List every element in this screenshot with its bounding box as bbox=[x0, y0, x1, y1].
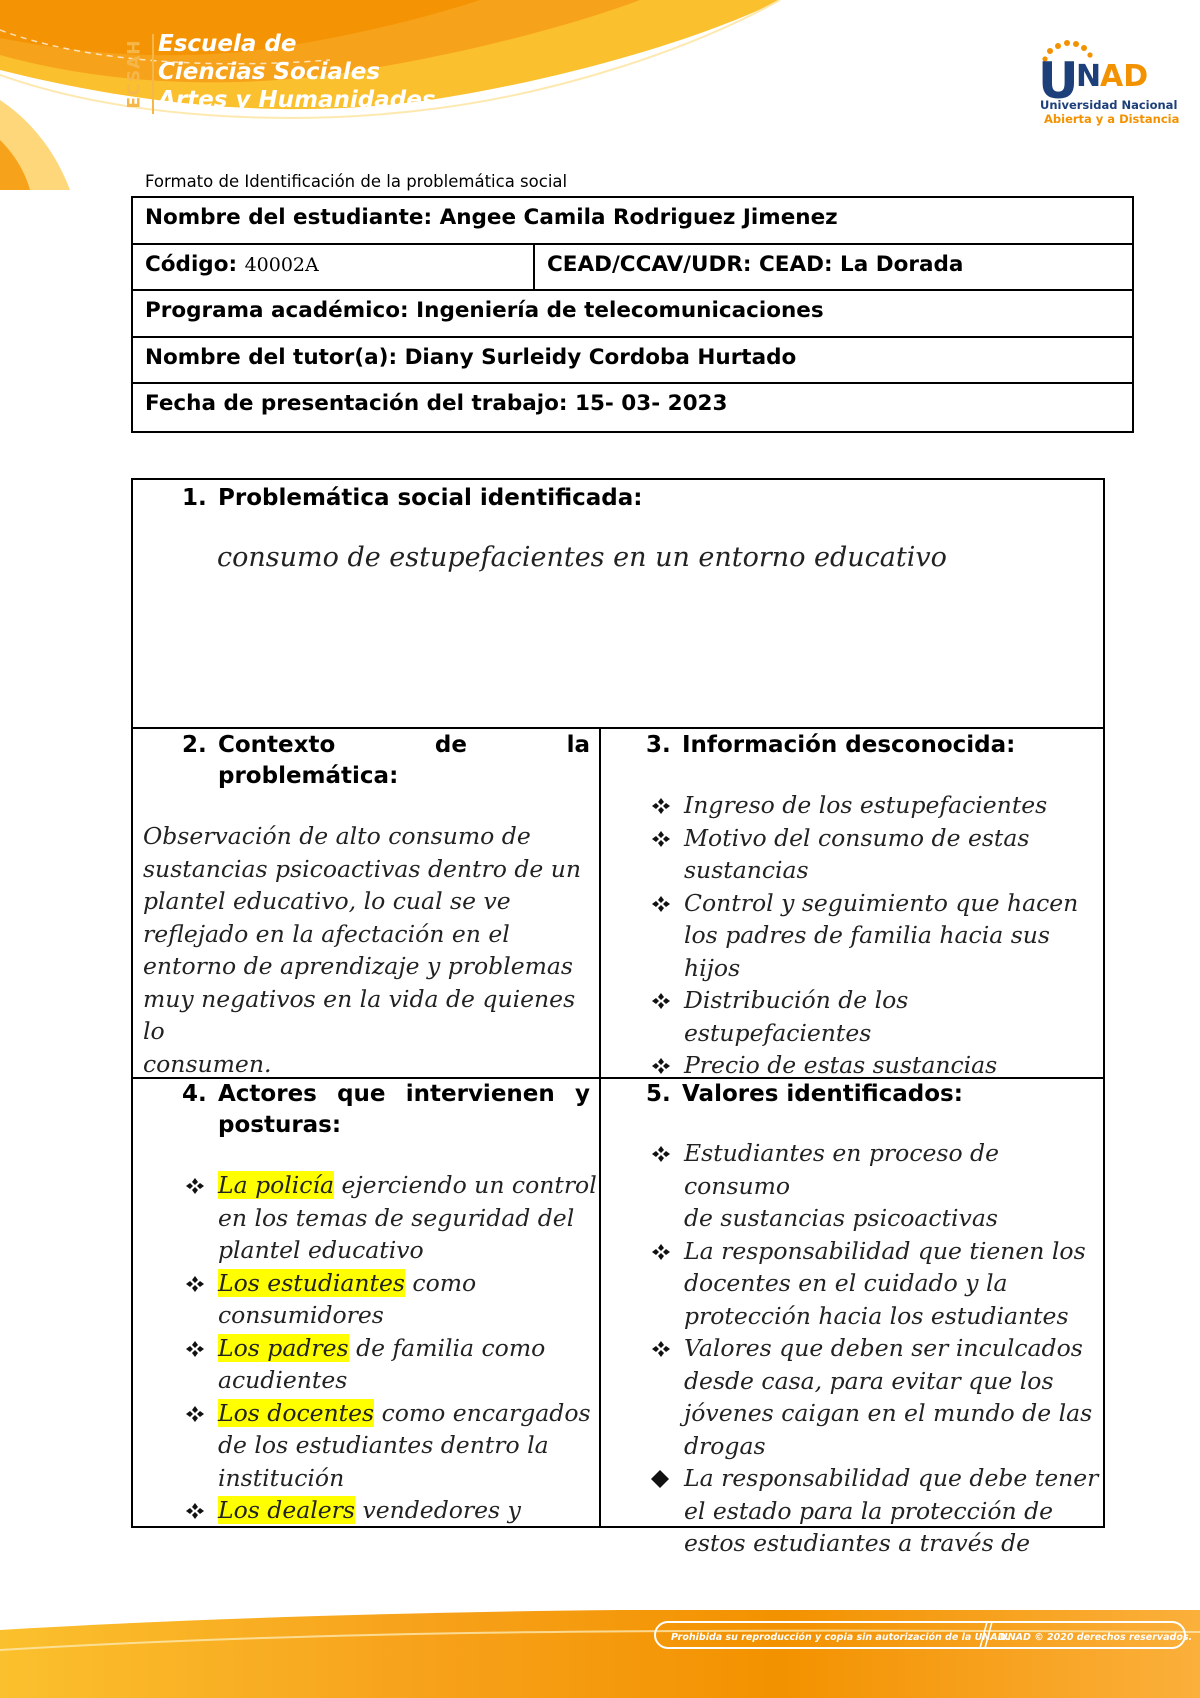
list-item: Valores que deben ser inculcados desde casa, para evitar que los jóvenes caigan en el mundo de las drogas bbox=[651, 1332, 1101, 1462]
unad-letters-ad: AD bbox=[1100, 59, 1149, 94]
list-item: Motivo del consumo de estas sustancias bbox=[651, 822, 1101, 887]
column-divider-upper bbox=[599, 729, 601, 1078]
section-4-number: 4. bbox=[182, 1081, 207, 1107]
section-5-title: Valores identificados: bbox=[682, 1081, 963, 1107]
section-3-title: Información desconocida: bbox=[682, 732, 1016, 758]
clover-bullet-icon bbox=[651, 798, 671, 814]
school-line-1: Escuela de bbox=[158, 31, 297, 57]
section-5-list bbox=[651, 1137, 1101, 1560]
code-value: 40002A bbox=[244, 253, 319, 276]
code-cell bbox=[133, 245, 535, 290]
section-4-list bbox=[185, 1169, 597, 1527]
list-item: Ingreso de los estupefacientes bbox=[651, 789, 1101, 822]
tutor-cell bbox=[133, 338, 808, 383]
tutor-label: Nombre del tutor(a): bbox=[145, 344, 398, 370]
cead-label: CEAD/CCAV/UDR: bbox=[547, 251, 752, 277]
list-item: Los estudiantes como consumidores bbox=[185, 1267, 597, 1332]
clover-bullet-icon bbox=[651, 1244, 671, 1260]
list-item: Distribución de los estupefacientes bbox=[651, 984, 1101, 1049]
date-cell bbox=[133, 384, 739, 431]
student-label: Nombre del estudiante: bbox=[145, 205, 433, 230]
clover-bullet-icon bbox=[651, 1146, 671, 1162]
school-lines bbox=[158, 30, 436, 114]
form-caption: Formato de Identificación de la problemática social bbox=[145, 172, 568, 191]
footer-notice-1: Prohibida su reproducción y copia sin autorización de la UNAD. bbox=[671, 1632, 1010, 1643]
list-item: Control y seguimiento que hacen los padres de familia hacia sus hijos bbox=[651, 887, 1101, 985]
info-row-student bbox=[133, 198, 1132, 245]
logo-subtitle-2: Abierta y a Distancia bbox=[1044, 112, 1180, 126]
date-label: Fecha de presentación del trabajo: bbox=[145, 391, 568, 416]
cead-cell bbox=[535, 245, 1132, 290]
section-2-title: Contexto de la problemática: bbox=[218, 732, 590, 789]
info-row-date bbox=[133, 384, 1132, 431]
cead-value: CEAD: La Dorada bbox=[759, 251, 964, 277]
section-2-text: Observación de alto consumo de sustancias psicoactivas dentro de un plantel educativo, lo cual se ve reflejado en la afectación en el entorno de aprendizaje y problemas muy negativos en la vida de quienes lo consumen. bbox=[143, 822, 582, 1078]
school-line-3: Artes y Humanidades bbox=[158, 87, 436, 113]
list-item: Estudiantes en proceso de consumo de sustancias psicoactivas bbox=[651, 1137, 1101, 1235]
program-value: Ingeniería de telecomunicaciones bbox=[416, 298, 824, 323]
list-item: Los padres de familia como acudientes bbox=[185, 1332, 597, 1397]
clover-bullet-icon bbox=[185, 1406, 205, 1422]
school-name-block bbox=[120, 30, 436, 120]
info-row-tutor bbox=[133, 338, 1132, 385]
program-cell bbox=[133, 291, 836, 336]
school-tag: ECSAH bbox=[125, 39, 146, 109]
clover-bullet-icon bbox=[651, 993, 671, 1009]
date-value: 15- 03- 2023 bbox=[574, 391, 728, 416]
column-divider-lower bbox=[599, 1078, 601, 1526]
code-label: Código: bbox=[145, 251, 238, 277]
clover-bullet-icon bbox=[651, 896, 671, 912]
clover-bullet-icon bbox=[651, 831, 671, 847]
student-info-table bbox=[131, 196, 1134, 433]
clover-bullet-icon bbox=[185, 1178, 205, 1194]
student-value: Angee Camila Rodriguez Jimenez bbox=[439, 205, 838, 230]
unad-logo bbox=[1038, 30, 1180, 130]
info-row-code bbox=[133, 245, 1132, 292]
list-item: La policía ejerciendo un control en los temas de seguridad del plantel educativo bbox=[185, 1169, 597, 1267]
section-1-title: Problemática social identificada: bbox=[218, 485, 643, 511]
section-2-number: 2. bbox=[182, 732, 207, 758]
clover-bullet-icon bbox=[185, 1276, 205, 1292]
student-cell bbox=[133, 198, 850, 243]
info-row-program bbox=[133, 291, 1132, 338]
list-item: Los dealers vendedores y bbox=[185, 1494, 597, 1527]
list-item: Precio de estas sustancias bbox=[651, 1049, 1101, 1082]
footer-notice-2: UNAD © 2020 derechos reservados. bbox=[1000, 1632, 1193, 1643]
school-line-2: Ciencias Sociales bbox=[158, 59, 381, 85]
section-5-number: 5. bbox=[646, 1081, 671, 1107]
program-label: Programa académico: bbox=[145, 298, 409, 323]
section-3-number: 3. bbox=[646, 732, 671, 758]
unad-letter-u: U bbox=[1038, 52, 1079, 110]
diamond-bullet-icon bbox=[651, 1470, 669, 1488]
clover-bullet-icon bbox=[651, 1341, 671, 1357]
list-item: Los docentes como encargados de los estudiantes dentro la institución bbox=[185, 1397, 597, 1495]
clover-bullet-icon bbox=[651, 1058, 671, 1074]
section-1-problem bbox=[133, 480, 1103, 729]
section-3-list bbox=[651, 789, 1101, 1082]
list-item: La responsabilidad que tienen los docentes en el cuidado y la protección hacia los estudiantes bbox=[651, 1235, 1101, 1333]
school-divider bbox=[152, 34, 154, 114]
section-1-number: 1. bbox=[182, 485, 207, 511]
list-item: La responsabilidad que debe tener el estado para la protección de estos estudiantes a través de bbox=[651, 1462, 1101, 1560]
problem-analysis-table bbox=[131, 478, 1105, 1557]
section-1-text: consumo de estupefacientes en un entorno educativo bbox=[217, 542, 947, 573]
footer-banner bbox=[0, 1610, 1200, 1698]
tutor-value: Diany Surleidy Cordoba Hurtado bbox=[404, 344, 797, 370]
unad-letter-n: N bbox=[1076, 59, 1102, 94]
clover-bullet-icon bbox=[185, 1503, 205, 1519]
clover-bullet-icon bbox=[185, 1341, 205, 1357]
section-4-title: Actores que intervienen y posturas: bbox=[218, 1081, 590, 1138]
logo-subtitle-1: Universidad Nacional bbox=[1040, 98, 1178, 112]
